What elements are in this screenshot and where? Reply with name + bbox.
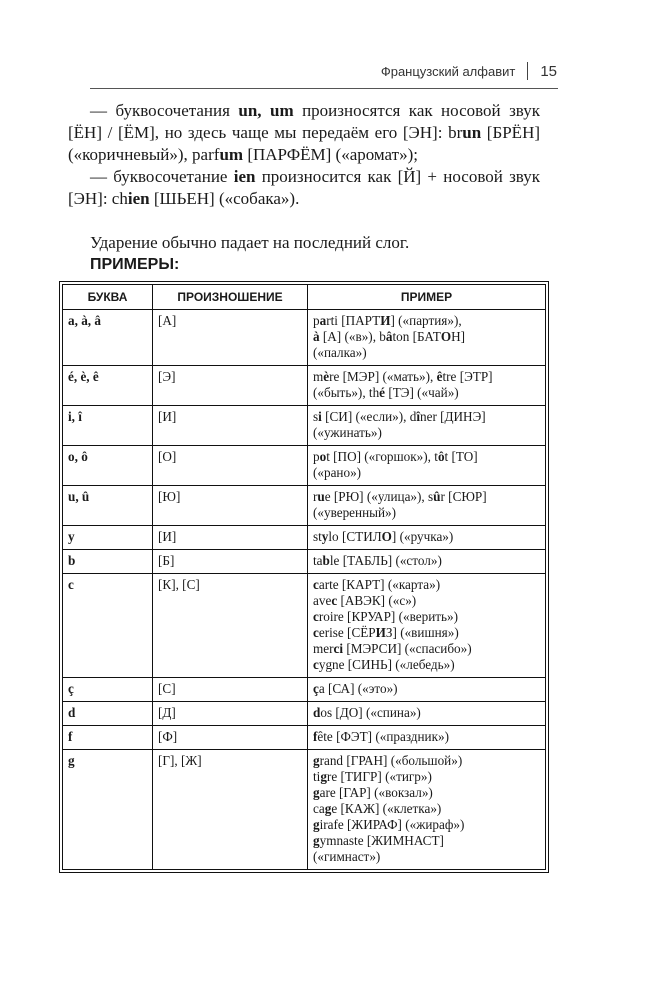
column-header-letter: БУКВА [63,285,153,310]
table-row [63,550,546,574]
cell-example [308,678,546,702]
cell-pronunciation: [С] [153,678,308,702]
example-line [313,657,540,673]
bold-segment: ê [436,369,443,384]
section-title: Французский алфавит [380,63,516,79]
table-row [63,726,546,750]
text-segment: («уверенный») [313,505,397,520]
table-row [63,446,546,486]
cell-letter: f [63,726,153,750]
cell-example [308,310,546,366]
bold-segment: И [375,625,386,640]
example-line [313,681,540,697]
example-line [313,425,540,441]
page-header [90,62,557,80]
text-segment: [А] («в»), b [319,329,386,344]
examples-heading: ПРИМЕРЫ: [90,256,180,273]
bold-segment: g [324,801,332,816]
text-segment: Н] [451,329,466,344]
cell-letter: i, î [63,406,153,446]
bold-segment: g [320,769,327,784]
bold-segment: И [380,313,391,328]
example-line [313,817,540,833]
stress-note: Ударение обычно падает на последний слог. [90,233,410,252]
cell-letter: c [63,574,153,678]
text-segment: r [313,489,318,504]
text-segment: («гимнаст») [313,849,381,864]
example-line [313,625,540,641]
text-segment: tre [ЭТР] [442,369,493,384]
text-segment: — буквосочетание [90,167,234,186]
intro-text [68,100,540,210]
text-segment: ête [ФЭТ] («праздник») [317,729,450,744]
text-segment: re [МЭР] («мать»), [329,369,437,384]
example-line [313,329,540,345]
text-segment: s [313,409,319,424]
text-segment: ca [313,801,325,816]
example-line [313,449,540,465]
text-segment: [АВЭК] («с») [337,593,417,608]
table-row [63,310,546,366]
bold-segment: un, um [238,101,294,120]
bold-segment: à [313,329,320,344]
text-segment: [БРЁН] («коричневый»), parf [68,123,541,164]
table-body [63,310,546,870]
bold-segment: d [313,705,321,720]
table-row [63,526,546,550]
text-segment: st [313,529,322,544]
text-segment: ymnaste [ЖИМНАСТ] [319,833,444,848]
intro-paragraph [68,100,540,166]
table-header-row [63,285,546,310]
table-row [63,678,546,702]
text-segment: e [КАЖ] («клетка») [331,801,442,816]
bold-segment: ien [233,167,256,186]
bold-segment: û [433,489,441,504]
bold-segment: un [462,123,482,142]
example-line [313,465,540,481]
text-segment: ] («партия»), [390,313,462,328]
bold-segment: f [313,729,318,744]
bold-segment: um [219,145,244,164]
text-segment: — буквосочетания [90,101,239,120]
text-segment: are [ГАР] («вокзал») [319,785,433,800]
table-row [63,486,546,526]
cell-letter: g [63,750,153,870]
example-line [313,489,540,505]
cell-pronunciation: [Ф] [153,726,308,750]
bold-segment: c [313,609,319,624]
example-line [313,849,540,865]
example-line [313,529,540,545]
example-line [313,345,540,361]
bold-segment: u [317,489,325,504]
example-line [313,801,540,817]
bold-segment: О [440,329,452,344]
text-segment: rti [ПАРТ [326,313,381,328]
bold-segment: ien [127,189,150,208]
bold-segment: o [319,449,327,464]
example-line [313,705,540,721]
alphabet-table [62,284,546,870]
cell-pronunciation: [Д] [153,702,308,726]
bold-segment: b [322,553,330,568]
example-line [313,313,540,329]
text-segment: mer [313,641,334,656]
bold-segment: é [379,385,386,400]
example-line [313,593,540,609]
cell-pronunciation: [О] [153,446,308,486]
text-segment: («ужинать») [313,425,382,440]
text-segment: [МЭРСИ] («спасибо») [343,641,472,656]
text-segment: re [ТИГР] («тигр») [326,769,432,784]
cell-letter: a, à, â [63,310,153,366]
cell-pronunciation: [И] [153,526,308,550]
text-segment: p [313,313,320,328]
bold-segment: c [313,625,319,640]
text-segment: le [ТАБЛЬ] («стол») [329,553,442,568]
example-line [313,409,540,425]
cell-letter: o, ô [63,446,153,486]
cell-example [308,446,546,486]
page-number: 15 [540,62,557,80]
bold-segment: a [319,313,327,328]
text-segment: e [РЮ] («улица»), s [324,489,434,504]
example-line [313,369,540,385]
bold-segment: î [416,409,421,424]
stress-block [90,232,550,276]
cell-example [308,574,546,678]
text-segment: З] («вишня») [385,625,459,640]
text-segment: произносятся как носовой звук [ЁН] / [ЁМ], но здесь чаще мы передаём его [ЭН]: br [68,101,541,142]
example-line [313,769,540,785]
bold-segment: g [313,753,320,768]
cell-letter: é, è, ê [63,366,153,406]
text-segment: t [ПО] («горшок»), t [326,449,438,464]
cell-example [308,702,546,726]
bold-segment: c [331,593,338,608]
bold-segment: y [321,529,329,544]
text-segment: r [СЮР] [440,489,487,504]
example-line [313,577,540,593]
text-segment: roire [КРУАР] («верить») [318,609,459,624]
text-segment: («быть»), th [313,385,380,400]
cell-example [308,750,546,870]
bold-segment: g [313,833,320,848]
cell-letter: b [63,550,153,574]
text-segment: lo [СТИЛ [328,529,382,544]
text-segment: irafe [ЖИРАФ] («жираф») [319,817,465,832]
cell-letter: y [63,526,153,550]
text-segment: ygne [СИНЬ] («лебедь») [318,657,455,672]
intro-paragraph [68,166,540,210]
text-segment: («палка») [313,345,367,360]
example-line [313,553,540,569]
column-header-pronunciation: ПРОИЗНОШЕНИЕ [153,285,308,310]
text-segment: [ТЭ] («чай») [385,385,459,400]
cell-pronunciation: [А] [153,310,308,366]
text-segment: rand [ГРАН] («большой») [319,753,463,768]
example-line [313,641,540,657]
cell-example [308,726,546,750]
bold-segment: i [318,409,322,424]
example-line [313,609,540,625]
cell-pronunciation: [Э] [153,366,308,406]
text-segment: ti [313,769,321,784]
text-segment: erise [СЁР [318,625,376,640]
table-row [63,702,546,726]
text-segment: m [313,369,324,384]
table-row [63,750,546,870]
header-rule [90,88,558,89]
text-segment: t [ТО] [444,449,478,464]
table-row [63,366,546,406]
bold-segment: c [313,577,319,592]
bold-segment: g [313,817,320,832]
text-segment: ] («ручка») [391,529,454,544]
bold-segment: è [323,369,330,384]
example-line [313,753,540,769]
text-segment: ton [БАТ [392,329,441,344]
cell-example [308,526,546,550]
text-segment: a [СА] («это») [318,681,398,696]
example-line [313,385,540,401]
text-segment: p [313,449,320,464]
column-header-example: ПРИМЕР [308,285,546,310]
bold-segment: g [313,785,320,800]
bold-segment: â [385,329,393,344]
cell-letter: d [63,702,153,726]
cell-letter: ç [63,678,153,702]
example-line [313,833,540,849]
text-segment: arte [КАРТ] («карта») [318,577,441,592]
bold-segment: c [313,657,319,672]
cell-pronunciation: [К], [С] [153,574,308,678]
text-segment: («рано») [313,465,362,480]
header-separator [527,62,528,80]
table-row [63,406,546,446]
table-row [63,574,546,678]
cell-example [308,550,546,574]
text-segment: [ШЬЕН] («собака»). [149,189,300,208]
text-segment: произносится как [Й] + носовой звук [ЭН]: ch [68,167,540,208]
example-line [313,729,540,745]
text-segment: [СИ] («если»), d [321,409,417,424]
cell-pronunciation: [Б] [153,550,308,574]
cell-pronunciation: [Ю] [153,486,308,526]
example-line [313,505,540,521]
bold-segment: ç [313,681,319,696]
cell-pronunciation: [И] [153,406,308,446]
bold-segment: ci [333,641,344,656]
text-segment: ner [ДИНЭ] [420,409,486,424]
text-segment: ave [313,593,332,608]
cell-example [308,366,546,406]
bold-segment: ô [437,449,445,464]
text-segment: os [ДО] («спина») [320,705,421,720]
text-segment: ta [313,553,323,568]
example-line [313,785,540,801]
cell-example [308,406,546,446]
cell-example [308,486,546,526]
text-segment: [ПАРФЁМ] («аромат»); [243,145,418,164]
bold-segment: О [381,529,392,544]
cell-pronunciation: [Г], [Ж] [153,750,308,870]
cell-letter: u, û [63,486,153,526]
